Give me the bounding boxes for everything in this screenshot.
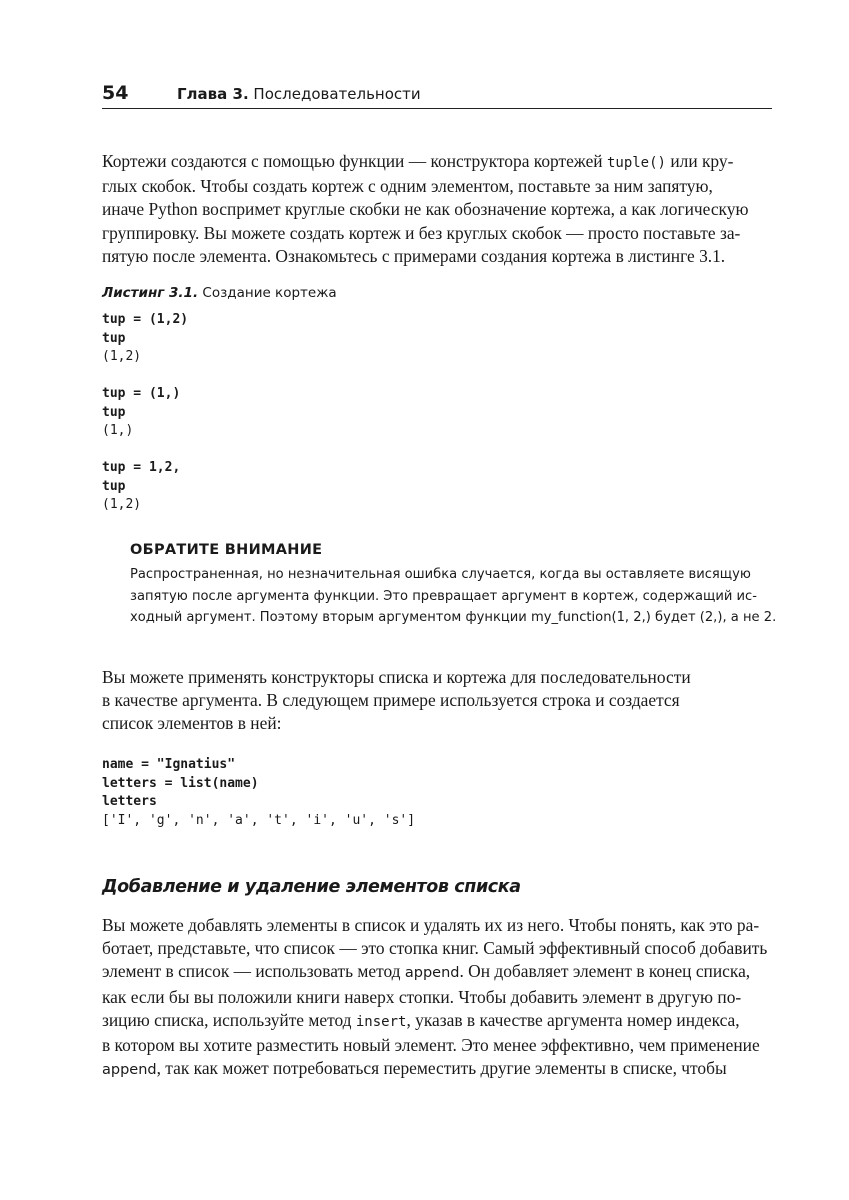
paragraph-line xyxy=(102,150,772,175)
inline-code-insert: insert xyxy=(355,1013,407,1030)
paragraph-line xyxy=(102,960,772,985)
paragraph-tuples-intro xyxy=(102,150,772,268)
note-line: Распространенная, но незначительная ошибка случается, когда вы оставляете висящую xyxy=(130,567,751,582)
inline-code-tuple: tuple() xyxy=(606,155,666,171)
note-box xyxy=(130,542,777,629)
note-line: запятую после аргумента функции. Это превращает аргумент в кортеж, содержащий ис- xyxy=(130,588,757,604)
running-header xyxy=(102,80,772,109)
text-span: , так как может потребоваться переместить другие элементы в списке, чтобы xyxy=(156,1058,727,1079)
paragraph-line: в котором вы хотите разместить новый элемент. Это менее эффективно, чем применение xyxy=(102,1035,760,1056)
paragraph-line xyxy=(102,1057,772,1082)
paragraph-line: группировку. Вы можете создать кортеж и без круглых скобок — просто поставьте за- xyxy=(102,222,741,243)
code-output: (1,2) xyxy=(102,349,142,364)
text-span: . Он добавляет элемент в конец списка, xyxy=(459,961,751,982)
text-span: Кортежи создаются с помощью функции — конструктора кортежей xyxy=(102,151,607,171)
paragraph-line: глых скобок. Чтобы создать кортеж с одним элементом, поставьте за ним запятую, xyxy=(102,176,713,197)
paragraph-line: иначе Python воспримет круглые скобки не как обозначение кортежа, а как логическую xyxy=(102,199,749,220)
section-heading: Добавление и удаление элементов списка xyxy=(102,877,521,897)
code-line: tup = (1,2) xyxy=(102,312,189,327)
inline-code-append: append xyxy=(404,965,460,982)
paragraph-line: в качестве аргумента. В следующем примере используется строка и создается xyxy=(102,690,680,711)
listing-caption-text: Создание кортежа xyxy=(202,285,337,301)
paragraph-constructors xyxy=(102,666,772,736)
page-number: 54 xyxy=(102,82,129,104)
code-line: name = "Ignatius" xyxy=(102,757,236,772)
code-output: (1,) xyxy=(102,423,134,438)
note-title: ОБРАТИТЕ ВНИМАНИЕ xyxy=(130,542,323,558)
paragraph-line: Вы можете применять конструкторы списка и кортежа для последовательности xyxy=(102,667,691,687)
code-block-1 xyxy=(102,311,188,367)
code-block-2 xyxy=(102,385,180,441)
text-span: элемент в список — использовать метод xyxy=(102,961,405,982)
paragraph-line xyxy=(102,1009,772,1034)
chapter-name: Последовательности xyxy=(253,85,421,103)
code-line: tup = 1,2, xyxy=(102,460,181,475)
code-output: (1,2) xyxy=(102,497,142,512)
code-line: tup = (1,) xyxy=(102,386,181,401)
code-line: tup xyxy=(102,478,126,494)
text-span: зицию списка, используйте метод xyxy=(102,1009,356,1030)
note-line: ходный аргумент. Поэтому вторым аргументом функции my_function(1, 2,) будет (2,), а не 2. xyxy=(130,610,777,625)
code-block-3 xyxy=(102,459,180,515)
text-span: , указав в качестве аргумента номер индекса, xyxy=(406,1009,740,1030)
listing-caption xyxy=(102,285,337,301)
paragraph-line: пятую после элемента. Ознакомьтесь с примерами создания кортежа в листинге 3.1. xyxy=(102,245,726,266)
code-block-list xyxy=(102,756,415,830)
paragraph-add-remove xyxy=(102,914,772,1082)
inline-code-append: append xyxy=(102,1062,157,1079)
chapter-title xyxy=(177,85,421,103)
code-line: letters xyxy=(102,794,157,809)
listing-label: Листинг 3.1. xyxy=(102,285,199,301)
paragraph-line: Вы можете добавлять элементы в список и удалять их из него. Чтобы понять, как это ра- xyxy=(102,915,760,935)
paragraph-line: как если бы вы положили книги наверх стопки. Чтобы добавить элемент в другую по- xyxy=(102,986,742,1007)
code-line: tup xyxy=(102,404,126,420)
code-line: letters = list(name) xyxy=(102,775,259,791)
paragraph-line: ботает, представьте, что список — это стопка книг. Самый эффективный способ добавить xyxy=(102,938,768,959)
code-line: tup xyxy=(102,330,126,346)
note-body xyxy=(130,564,777,629)
code-output: ['I', 'g', 'n', 'a', 't', 'i', 'u', 's'] xyxy=(102,812,416,828)
chapter-label: Глава 3. xyxy=(177,85,249,103)
paragraph-line: список элементов в ней: xyxy=(102,713,282,734)
text-span: или кру- xyxy=(665,151,734,171)
